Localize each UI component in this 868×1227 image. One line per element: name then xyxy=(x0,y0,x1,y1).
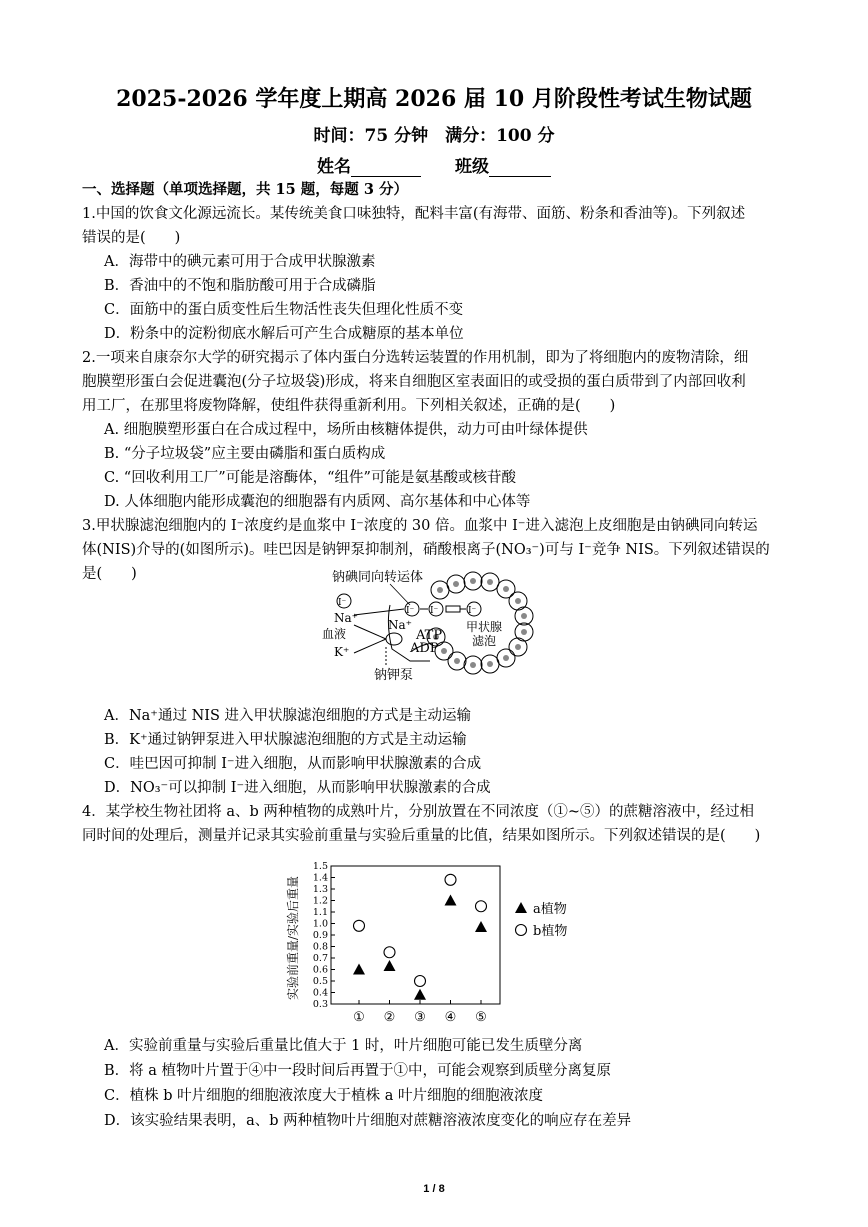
x-tick-label: ② xyxy=(383,1010,396,1025)
y-tick-label: 0.8 xyxy=(312,941,328,953)
q3-option-c: C．哇巴因可抑制 I⁻进入细胞，从而影响甲状腺激素的合成 xyxy=(104,756,482,772)
name-blank[interactable] xyxy=(351,158,421,177)
q4-scatter-chart xyxy=(285,858,615,1028)
q3-stem-line3: 是( ) xyxy=(82,566,137,582)
q1-stem-line1: 1.中国的饮食文化源远流长。某传统美食口味独特，配料丰富(有海带、面筋、粉条和香油等)。下列叙述 xyxy=(82,206,746,222)
y-tick-label: 0.7 xyxy=(312,953,328,964)
series-b-point xyxy=(415,976,426,987)
q2-option-d: D. 人体细胞内能形成囊泡的细胞器有内质网、高尔基体和中心体等 xyxy=(104,494,531,510)
series-a-point xyxy=(445,895,457,906)
q3-option-b: B．K⁺通过钠钾泵进入甲状腺滤泡细胞的方式是主动运输 xyxy=(104,732,467,748)
y-tick-label: 1.5 xyxy=(312,861,328,872)
q1-option-c: C．面筋中的蛋白质变性后生物活性丧失但理化性质不变 xyxy=(104,302,464,318)
y-tick-label: 1.3 xyxy=(312,884,328,895)
ion-i-label-cell: I⁻ xyxy=(406,606,415,616)
y-tick-label: 1.1 xyxy=(312,907,328,918)
q3-option-a: A．Na⁺通过 NIS 进入甲状腺滤泡细胞的方式是主动运输 xyxy=(104,708,472,724)
y-tick-label: 0.9 xyxy=(312,930,328,941)
atp-label: ATP xyxy=(416,628,443,643)
legend-b-marker xyxy=(516,925,527,936)
name-label: 姓名 xyxy=(317,157,351,177)
q4-option-d: D．该实验结果表明，a、b 两种植物叶片细胞对蔗糖溶液浓度变化的响应存在差异 xyxy=(104,1113,632,1129)
chart-y-axis-label: 实验前重量/实验后重量 xyxy=(286,875,300,1001)
legend-label: a植物 xyxy=(533,902,567,917)
q3-transport-diagram xyxy=(320,565,540,685)
exam-time-info: 时间：75 分钟 满分：100 分 xyxy=(313,126,555,146)
q1-option-b: B．香油中的不饱和脂肪酸可用于合成磷脂 xyxy=(104,278,376,294)
legend-label: b植物 xyxy=(533,924,568,939)
x-tick-label: ④ xyxy=(444,1010,457,1025)
y-tick-label: 0.4 xyxy=(312,987,328,999)
x-tick-label: ① xyxy=(353,1010,365,1025)
exam-title: 2025-2026 学年度上期高 2026 届 10 月阶段性考试生物试题 xyxy=(116,86,752,112)
x-tick-label: ⑤ xyxy=(475,1010,487,1025)
y-tick-label: 0.3 xyxy=(312,999,328,1010)
q2-option-c: C. “回收利用工厂”可能是溶酶体，“组件”可能是氨基酸或核苷酸 xyxy=(104,470,516,486)
series-b-point xyxy=(354,920,365,931)
section-heading: 一、选择题（单项选择题，共 15 题，每题 3 分） xyxy=(82,181,408,198)
series-b-point xyxy=(476,901,487,912)
page-number: 1 / 8 xyxy=(423,1183,445,1195)
class-label: 班级 xyxy=(455,157,489,177)
x-tick-label: ③ xyxy=(414,1010,426,1025)
q3-stem-line2: 体(NIS)介导的(如图所示)。哇巴因是钠钾泵抑制剂，硝酸根离子(NO₃⁻)可与 I⁻竞争 NIS。下列叙述错误的 xyxy=(82,542,770,558)
student-info-row xyxy=(0,152,868,177)
class-blank[interactable] xyxy=(489,158,551,177)
series-a-point xyxy=(353,964,365,975)
ion-na-label-cell: Na⁺ xyxy=(388,618,412,632)
q4-option-b: B．将 a 植物叶片置于④中一段时间后再置于①中，可能会观察到质壁分离复原 xyxy=(104,1063,612,1079)
pump-label: 钠钾泵 xyxy=(374,668,414,683)
ion-k-label: K⁺ xyxy=(334,645,350,659)
y-tick-label: 0.5 xyxy=(312,976,328,987)
q1-option-d: D．粉条中的淀粉彻底水解后可产生合成糖原的基本单位 xyxy=(104,326,464,342)
ion-i-label-lumen2: I⁻ xyxy=(468,606,477,616)
q2-option-b: B. “分子垃圾袋”应主要由磷脂和蛋白质构成 xyxy=(104,446,386,462)
nis-label: 钠碘同向转运体 xyxy=(332,570,424,585)
q1-stem-line2: 错误的是( ) xyxy=(82,230,181,246)
ion-i-label-lumen1: I⁻ xyxy=(430,606,439,616)
ion-i-label-blood: I⁻ xyxy=(338,598,347,608)
q4-stem-line1: 4．某学校生物社团将 a、b 两种植物的成熟叶片，分别放置在不同浓度（①~⑤）的蔗糖溶液中，经过相 xyxy=(82,804,755,820)
q4-stem-line2: 同时间的处理后，测量并记录其实验前重量与实验后重量的比值，结果如图所示。下列叙述错误的是( ) xyxy=(82,828,761,844)
q1-option-a: A．海带中的碘元素可用于合成甲状腺激素 xyxy=(104,254,376,270)
follicle-label-line2: 滤泡 xyxy=(472,634,497,648)
blood-label: 血液 xyxy=(322,627,347,641)
follicle-label-line1: 甲状腺 xyxy=(466,620,503,634)
q2-stem-line3: 用工厂，在那里将废物降解，使组件获得重新利用。下列相关叙述，正确的是( ) xyxy=(82,398,616,414)
q2-option-a: A. 细胞膜塑形蛋白在合成过程中，场所由核糖体提供，动力可由叶绿体提供 xyxy=(104,422,588,438)
q4-option-c: C．植株 b 叶片细胞的细胞液浓度大于植株 a 叶片细胞的细胞液浓度 xyxy=(104,1088,543,1104)
q3-option-d: D．NO₃⁻可以抑制 I⁻进入细胞，从而影响甲状腺激素的合成 xyxy=(104,780,491,796)
y-tick-label: 0.6 xyxy=(312,964,328,976)
series-b-point xyxy=(384,947,395,958)
q4-option-a: A．实验前重量与实验后重量比值大于 1 时，叶片细胞可能已发生质壁分离 xyxy=(104,1038,583,1054)
series-a-point xyxy=(475,921,487,932)
legend-a-marker xyxy=(515,902,527,913)
q3-stem-line1: 3.甲状腺滤泡细胞内的 I⁻浓度约是血浆中 I⁻浓度的 30 倍。血浆中 I⁻进入滤泡上皮细胞是由钠碘同向转运 xyxy=(82,518,758,534)
ion-na-label-blood: Na⁺ xyxy=(334,611,358,625)
series-a-point xyxy=(414,989,426,1000)
series-a-point xyxy=(384,960,396,971)
adp-label: ADP xyxy=(410,641,439,656)
y-tick-label: 1.0 xyxy=(312,918,328,930)
y-tick-label: 1.4 xyxy=(312,872,328,884)
y-tick-label: 1.2 xyxy=(312,895,328,907)
q2-stem-line2: 胞膜塑形蛋白会促进囊泡(分子垃圾袋)形成，将来自细胞区室表面旧的或受损的蛋白质带到了内部回收利 xyxy=(82,374,746,390)
q2-stem-line1: 2.一项来自康奈尔大学的研究揭示了体内蛋白分选转运装置的作用机制，即为了将细胞内的废物清除，细 xyxy=(82,350,749,366)
series-b-point xyxy=(445,874,456,885)
